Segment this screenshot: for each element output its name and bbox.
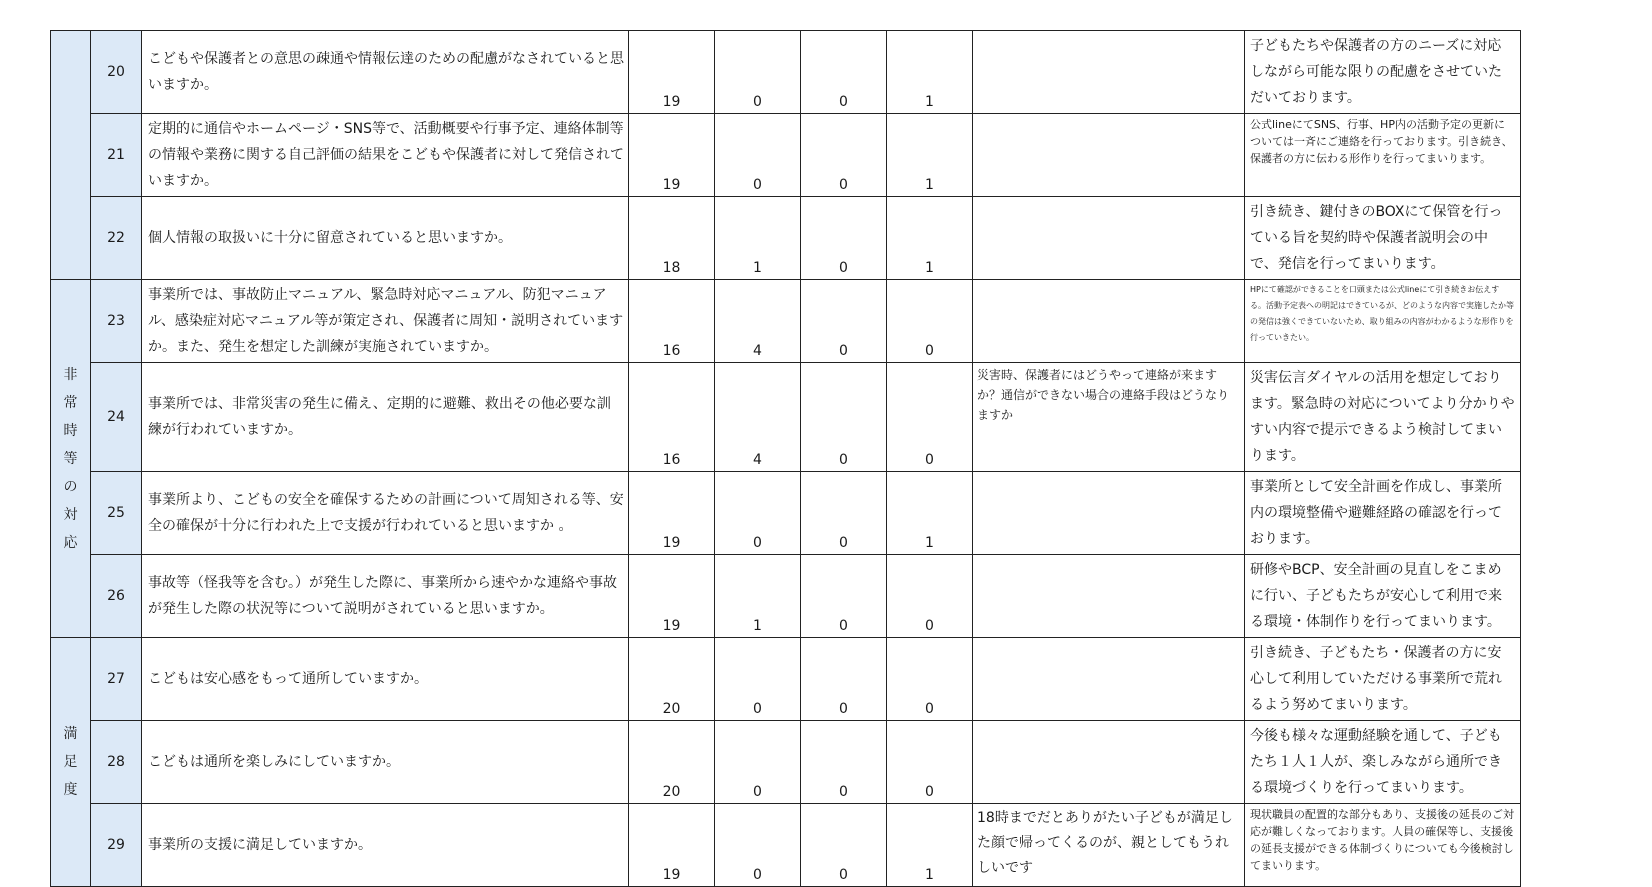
count-neutral: 0 bbox=[715, 472, 801, 555]
row-number: 24 bbox=[91, 363, 142, 472]
guardian-opinion bbox=[973, 721, 1245, 804]
facility-response: 研修やBCP、安全計画の見直しをこまめに行い、子どもたちが安心して利用で来る環境・体制作りを行ってまいります。 bbox=[1245, 555, 1521, 638]
count-unknown: 1 bbox=[887, 804, 973, 887]
evaluation-table bbox=[50, 30, 1521, 887]
table-row bbox=[51, 197, 1521, 280]
facility-response: 事業所として安全計画を作成し、事業所内の環境整備や避難経路の確認を行っております。 bbox=[1245, 472, 1521, 555]
guardian-opinion bbox=[973, 114, 1245, 197]
count-yes: 19 bbox=[629, 114, 715, 197]
guardian-opinion bbox=[973, 472, 1245, 555]
row-number: 26 bbox=[91, 555, 142, 638]
facility-response: 公式lineにてSNS、行事、HP内の活動予定の更新については一斉にご連絡を行っております。引き続き、保護者の方に伝わる形作りを行ってまいります。 bbox=[1245, 114, 1521, 197]
question-text: 事業所では、非常災害の発生に備え、定期的に避難、救出その他必要な訓練が行われていますか。 bbox=[142, 363, 629, 472]
row-number: 22 bbox=[91, 197, 142, 280]
table-row bbox=[51, 114, 1521, 197]
count-unknown: 0 bbox=[887, 638, 973, 721]
count-neutral: 0 bbox=[715, 721, 801, 804]
facility-response: 引き続き、鍵付きのBOXにて保管を行っている旨を契約時や保護者説明会の中で、発信を行ってまいります。 bbox=[1245, 197, 1521, 280]
question-text: 定期的に通信やホームページ・SNS等で、活動概要や行事予定、連絡体制等の情報や業務に関する自己評価の結果をこどもや保護者に対して発信されていますか。 bbox=[142, 114, 629, 197]
count-neutral: 0 bbox=[715, 804, 801, 887]
count-unknown: 1 bbox=[887, 31, 973, 114]
category-satisfaction bbox=[51, 638, 91, 887]
table-row bbox=[51, 555, 1521, 638]
table-row bbox=[51, 363, 1521, 472]
guardian-opinion bbox=[973, 197, 1245, 280]
category-label: 満足度 bbox=[63, 726, 78, 798]
category-label: 非常時等の対応 bbox=[63, 366, 78, 551]
question-text: こどもは通所を楽しみにしていますか。 bbox=[142, 721, 629, 804]
count-neutral: 0 bbox=[715, 31, 801, 114]
count-unknown: 1 bbox=[887, 472, 973, 555]
count-yes: 16 bbox=[629, 363, 715, 472]
row-number: 21 bbox=[91, 114, 142, 197]
guardian-opinion bbox=[973, 280, 1245, 363]
facility-response: 現状職員の配置的な部分もあり、支援後の延長のご対応が難しくなっております。人員の確保等し、支援後の延長支援ができる体制づくりについても今後検討してまいります。 bbox=[1245, 804, 1521, 887]
count-yes: 19 bbox=[629, 472, 715, 555]
count-no: 0 bbox=[801, 197, 887, 280]
category-cell-blank bbox=[51, 31, 91, 280]
count-no: 0 bbox=[801, 555, 887, 638]
row-number: 25 bbox=[91, 472, 142, 555]
facility-response: 引き続き、子どもたち・保護者の方に安心して利用していただける事業所で荒れるよう努めてまいります。 bbox=[1245, 638, 1521, 721]
count-unknown: 0 bbox=[887, 363, 973, 472]
facility-response: HPにて確認ができることを口頭または公式lineにて引き続きお伝えする。活動予定表への明記はできているが、どのような内容で実施したか等の発信は強くできていないため、取り組みの内容がわかるような形作りを行っていきたい。 bbox=[1245, 280, 1521, 363]
count-unknown: 1 bbox=[887, 197, 973, 280]
count-no: 0 bbox=[801, 472, 887, 555]
count-neutral: 4 bbox=[715, 280, 801, 363]
count-unknown: 0 bbox=[887, 721, 973, 804]
question-text: 事業所より、こどもの安全を確保するための計画について周知される等、安全の確保が十分に行われた上で支援が行われていると思いますか 。 bbox=[142, 472, 629, 555]
count-yes: 20 bbox=[629, 721, 715, 804]
count-yes: 18 bbox=[629, 197, 715, 280]
count-no: 0 bbox=[801, 638, 887, 721]
question-text: こどもは安心感をもって通所していますか。 bbox=[142, 638, 629, 721]
count-no: 0 bbox=[801, 721, 887, 804]
count-yes: 19 bbox=[629, 31, 715, 114]
table-row bbox=[51, 280, 1521, 363]
count-yes: 16 bbox=[629, 280, 715, 363]
count-neutral: 1 bbox=[715, 555, 801, 638]
table-row bbox=[51, 721, 1521, 804]
count-neutral: 0 bbox=[715, 114, 801, 197]
guardian-opinion bbox=[973, 31, 1245, 114]
row-number: 29 bbox=[91, 804, 142, 887]
count-no: 0 bbox=[801, 804, 887, 887]
row-number: 20 bbox=[91, 31, 142, 114]
guardian-opinion: 災害時、保護者にはどうやって連絡が来ますか？通信ができない場合の連絡手段はどうなりますか bbox=[973, 363, 1245, 472]
row-number: 23 bbox=[91, 280, 142, 363]
count-no: 0 bbox=[801, 280, 887, 363]
count-unknown: 1 bbox=[887, 114, 973, 197]
count-no: 0 bbox=[801, 114, 887, 197]
table-row bbox=[51, 638, 1521, 721]
question-text: こどもや保護者との意思の疎通や情報伝達のための配慮がなされていると思いますか。 bbox=[142, 31, 629, 114]
guardian-opinion: 18時までだとありがたい子どもが満足した顔で帰ってくるのが、親としてもうれしいです bbox=[973, 804, 1245, 887]
table-row bbox=[51, 472, 1521, 555]
question-text: 事業所では、事故防止マニュアル、緊急時対応マニュアル、防犯マニュアル、感染症対応マニュアル等が策定され、保護者に周知・説明されていますか。また、発生を想定した訓練が実施されていますか。 bbox=[142, 280, 629, 363]
count-neutral: 4 bbox=[715, 363, 801, 472]
guardian-opinion bbox=[973, 555, 1245, 638]
count-neutral: 1 bbox=[715, 197, 801, 280]
category-emergency bbox=[51, 280, 91, 638]
facility-response: 今後も様々な運動経験を通して、子どもたち１人１人が、楽しみながら通所できる環境づくりを行ってまいります。 bbox=[1245, 721, 1521, 804]
count-yes: 20 bbox=[629, 638, 715, 721]
row-number: 27 bbox=[91, 638, 142, 721]
question-text: 個人情報の取扱いに十分に留意されていると思いますか。 bbox=[142, 197, 629, 280]
guardian-opinion bbox=[973, 638, 1245, 721]
count-unknown: 0 bbox=[887, 280, 973, 363]
table-row bbox=[51, 804, 1521, 887]
count-unknown: 0 bbox=[887, 555, 973, 638]
count-neutral: 0 bbox=[715, 638, 801, 721]
row-number: 28 bbox=[91, 721, 142, 804]
count-yes: 19 bbox=[629, 555, 715, 638]
question-text: 事業所の支援に満足していますか。 bbox=[142, 804, 629, 887]
count-yes: 19 bbox=[629, 804, 715, 887]
facility-response: 子どもたちや保護者の方のニーズに対応しながら可能な限りの配慮をさせていただいております。 bbox=[1245, 31, 1521, 114]
question-text: 事故等（怪我等を含む。）が発生した際に、事業所から速やかな連絡や事故が発生した際の状況等について説明がされていると思いますか。 bbox=[142, 555, 629, 638]
table-row bbox=[51, 31, 1521, 114]
facility-response: 災害伝言ダイヤルの活用を想定しております。緊急時の対応についてより分かりやすい内容で提示できるよう検討してまいります。 bbox=[1245, 363, 1521, 472]
count-no: 0 bbox=[801, 31, 887, 114]
count-no: 0 bbox=[801, 363, 887, 472]
